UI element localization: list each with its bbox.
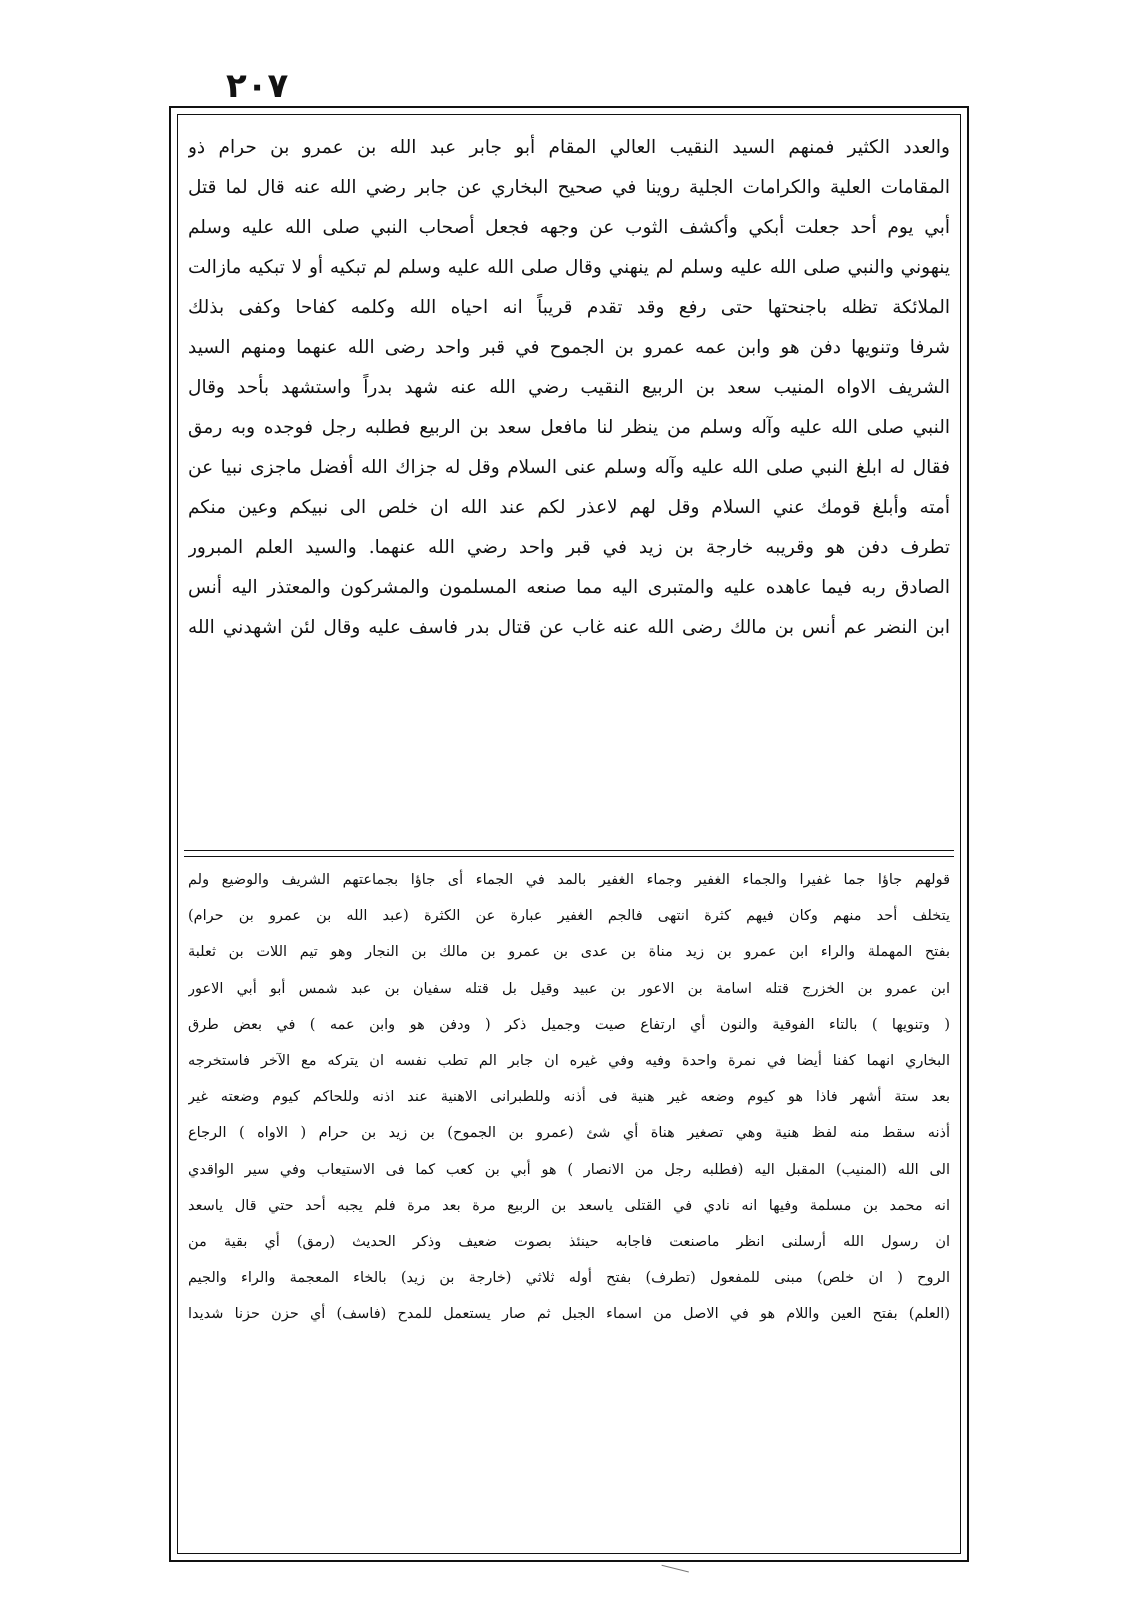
main-text-line: الشريف الاواه المنيب سعد بن الربيع النقيب رضي الله عنه شهد بدراً واستشهد بأحد وقال (188, 377, 950, 398)
main-text-block (188, 128, 950, 848)
footnote-line: الى الله (المنيب) المقبل اليه (فطلبه رجل من الانصار ) هو أبي بن كعب كما فى الاستيعاب وفي سير الواقدي (188, 1161, 950, 1178)
main-text-line: والعدد الكثير فمنهم السيد النقيب العالي المقام أبو جابر عبد الله بن عمرو بن حرام ذو (188, 137, 950, 158)
footnote-line: قولهم جاؤا جما غفيرا والجماء الغفير وجماء الغفير بالمد في الجماء أى جاؤا بجماعتهم الشريف والوضيع ولم (188, 872, 950, 888)
footnote-line: أذنه سقط منه لفظ هنية وهي تصغير هناة أي شئ (عمرو بن الجموح) بن زيد بن حرام ( الاواه ) الرجاع (188, 1125, 950, 1142)
footnote-line: ( وتنويها ) بالتاء الفوقية والنون أي ارتفاع صيت وجميل ذكر ( ودفن هو وابن عمه ) في بعض طرق (188, 1016, 950, 1033)
footnote-line: بفتح المهملة والراء ابن عمرو بن زيد مناة بن عدى بن عمرو بن مالك بن النجار وهو تيم اللات بن ثعلبة (188, 944, 950, 961)
footnote-line: الروح ( ان خلص) مبنى للمفعول (تطرف) بفتح أوله ثلاثي (خارجة بن زيد) بالخاء المعجمة والراء والجيم (188, 1270, 950, 1287)
footnote-line: ان رسول الله أرسلنى انظر ماصنعت فاجابه حينئذ بصوت ضعيف وذكر الحديث (رمق) أي بقية من (188, 1233, 950, 1250)
main-text-line: شرفا وتنويها دفن هو وابن عمه عمرو بن الجموح في قبر واحد رضى الله عنهما ومنهم السيد (188, 337, 950, 358)
footnote-separator (184, 850, 954, 857)
main-text-line: أمته وأبلغ قومك عني السلام وقل لهم لاعذر لكم عند الله ان خلص الى نبيكم وعين منكم (188, 497, 950, 518)
footnote-line: البخاري انهما كفنا أيضا في نمرة واحدة وفيه وفي غيره ان جابر الم تطب نفسه ان يتركه مع الآخر فاستخرجه (188, 1052, 950, 1069)
footnote-line: يتخلف أحد منهم وكان فيهم كثرة انتهى فالجم الغفير عبارة عن الكثرة (عبد الله بن عمرو بن حرام) (188, 908, 950, 925)
main-text-line: فقال له ابلغ النبي صلى الله عليه وآله وسلم عنى السلام وقل له جزاك الله أفضل ماجزى نبيا عن (188, 457, 950, 478)
footnote-line: بعد ستة أشهر فاذا هو كيوم وضعه غير هنية فى أذنه وللطبرانى الاهنية عند اذنه وللحاكم كيوم وضعته غير (188, 1089, 950, 1106)
main-text-line: ابن النضر عم أنس بن مالك رضى الله عنه غاب عن قتال بدر فاسف عليه وقال لئن اشهدني الله (188, 617, 950, 638)
main-text-line: الصادق ربه فيما عاهده عليه والمتبرى اليه مما صنعه المسلمون والمشركون والمعتذر اليه أنس (188, 577, 950, 598)
page-number: ٢٠٧ (226, 66, 289, 106)
main-text-line: الملائكة تظله باجنحتها حتى رفع وقد تقدم قريباً انه احياه الله وكلمه كفاحا وكفى بذلك (188, 297, 950, 318)
scan-mark (659, 1565, 689, 1582)
footnote-line: (العلم) بفتح العين واللام هو في الاصل من اسماء الجبل ثم صار يستعمل للمدح (فاسف) أي حزن حزنا شديدا (188, 1306, 950, 1323)
main-text-line: ينهوني والنبي صلى الله عليه وسلم لم ينهني وقال صلى الله عليه وسلم لم تبكيه أو لا تبكيه مازالت (188, 257, 950, 278)
main-text-line: المقامات العلية والكرامات الجلية روينا في صحيح البخاري عن جابر رضي الله عنه قال لما قتل (188, 177, 950, 198)
footnote-line: ابن عمرو بن الخزرج قتله اسامة بن الاعور بن عبيد وقيل بل قتله سفيان بن عبد شمس أبو أبي الاعور (188, 980, 950, 997)
footnote-line: انه محمد بن مسلمة وفيها انه نادي في القتلى ياسعد بن الربيع مرة بعد مرة فلم يجبه أحد حتي قال ياسعد (188, 1197, 950, 1214)
main-text-line: تطرف دفن هو وقريبه خارجة بن زيد في قبر واحد رضي الله عنهما. والسيد العلم المبرور (188, 537, 950, 558)
footnotes-block (188, 862, 950, 1546)
main-text-line: النبي صلى الله عليه وآله وسلم من ينظر لنا مافعل سعد بن الربيع فطلبه رجل فوجده وبه رمق (188, 417, 950, 438)
main-text-line: أبي يوم أحد جعلت أبكي وأكشف الثوب عن وجهه فجعل أصحاب النبي صلى الله عليه وسلم (188, 217, 950, 238)
